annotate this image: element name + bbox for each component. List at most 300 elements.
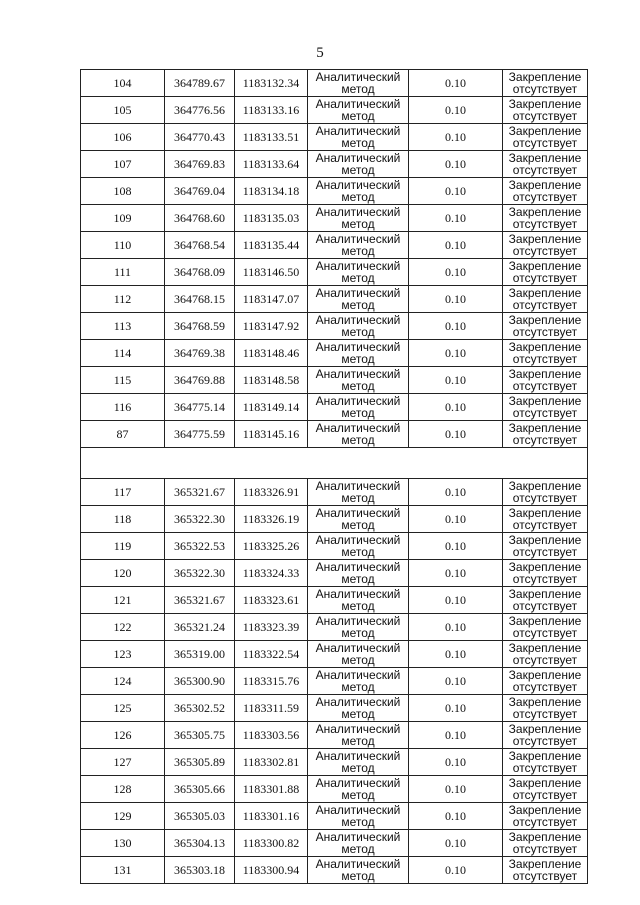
method-cell — [308, 151, 409, 178]
fixing-text: отсутствует — [512, 217, 578, 231]
table-row — [81, 286, 588, 313]
method-text: Аналитический — [315, 421, 401, 435]
table-row — [81, 340, 588, 367]
accuracy-cell: 0.10 — [409, 776, 503, 803]
method-cell — [308, 479, 409, 506]
coordinate-y-cell: 1183303.56 — [235, 722, 308, 749]
point-number-cell: 111 — [81, 259, 165, 286]
coordinate-y-cell: 1183149.14 — [235, 394, 308, 421]
method-text: метод — [341, 761, 375, 775]
method-cell — [308, 614, 409, 641]
accuracy-cell: 0.10 — [409, 668, 503, 695]
fixing-text: отсутствует — [512, 406, 578, 420]
fixing-cell — [503, 394, 588, 421]
coordinate-y-cell: 1183326.19 — [235, 506, 308, 533]
coordinate-x-cell: 364775.14 — [165, 394, 235, 421]
method-text: Аналитический — [315, 178, 401, 192]
fixing-cell — [503, 151, 588, 178]
coordinate-x-cell: 365321.24 — [165, 614, 235, 641]
point-number-cell: 118 — [81, 506, 165, 533]
fixing-cell — [503, 313, 588, 340]
point-number-cell: 106 — [81, 124, 165, 151]
method-text: Аналитический — [315, 259, 401, 273]
fixing-text: отсутствует — [512, 572, 578, 586]
table-row — [81, 70, 588, 97]
method-text: метод — [341, 572, 375, 586]
coordinate-y-cell: 1183133.51 — [235, 124, 308, 151]
method-text: Аналитический — [315, 695, 401, 709]
table-row — [81, 830, 588, 857]
fixing-text: Закрепление — [508, 367, 582, 381]
table-row — [81, 205, 588, 232]
fixing-text: Закрепление — [508, 479, 582, 493]
method-text: Аналитический — [315, 286, 401, 300]
accuracy-cell: 0.10 — [409, 178, 503, 205]
coordinate-y-cell: 1183300.94 — [235, 857, 308, 884]
fixing-cell — [503, 421, 588, 448]
accuracy-cell: 0.10 — [409, 259, 503, 286]
accuracy-cell: 0.10 — [409, 340, 503, 367]
method-text: метод — [341, 163, 375, 177]
method-cell — [308, 340, 409, 367]
method-text: Аналитический — [315, 70, 401, 84]
fixing-cell — [503, 533, 588, 560]
method-text: метод — [341, 815, 375, 829]
method-cell — [308, 205, 409, 232]
fixing-text: Закрепление — [508, 776, 582, 790]
method-text: метод — [341, 680, 375, 694]
method-cell — [308, 668, 409, 695]
accuracy-cell: 0.10 — [409, 286, 503, 313]
method-text: Аналитический — [315, 205, 401, 219]
blank-cell — [81, 448, 588, 479]
coordinate-x-cell: 364769.38 — [165, 340, 235, 367]
fixing-text: Закрепление — [508, 722, 582, 736]
method-text: Аналитический — [315, 313, 401, 327]
point-number-cell: 112 — [81, 286, 165, 313]
coordinate-y-cell: 1183323.39 — [235, 614, 308, 641]
fixing-text: Закрепление — [508, 668, 582, 682]
coordinate-y-cell: 1183325.26 — [235, 533, 308, 560]
point-number-cell: 117 — [81, 479, 165, 506]
fixing-cell — [503, 614, 588, 641]
fixing-text: Закрепление — [508, 124, 582, 138]
method-cell — [308, 367, 409, 394]
coordinate-y-cell: 1183147.92 — [235, 313, 308, 340]
table-row — [81, 394, 588, 421]
method-cell — [308, 695, 409, 722]
fixing-cell — [503, 479, 588, 506]
method-text: Аналитический — [315, 367, 401, 381]
point-number-cell: 128 — [81, 776, 165, 803]
method-cell — [308, 178, 409, 205]
coordinate-x-cell: 365322.30 — [165, 560, 235, 587]
coordinate-x-cell: 364769.83 — [165, 151, 235, 178]
method-text: Аналитический — [315, 587, 401, 601]
point-number-cell: 121 — [81, 587, 165, 614]
method-text: Аналитический — [315, 803, 401, 817]
method-text: метод — [341, 653, 375, 667]
table-row — [81, 421, 588, 448]
table-row — [81, 479, 588, 506]
fixing-text: отсутствует — [512, 163, 578, 177]
method-text: Аналитический — [315, 776, 401, 790]
fixing-text: Закрепление — [508, 340, 582, 354]
table-row — [81, 614, 588, 641]
fixing-cell — [503, 286, 588, 313]
fixing-cell — [503, 857, 588, 884]
coordinate-x-cell: 365321.67 — [165, 587, 235, 614]
fixing-text: Закрепление — [508, 232, 582, 246]
method-cell — [308, 803, 409, 830]
coordinate-x-cell: 364770.43 — [165, 124, 235, 151]
fixing-cell — [503, 803, 588, 830]
method-text: Аналитический — [315, 97, 401, 111]
method-cell — [308, 857, 409, 884]
point-number-cell: 129 — [81, 803, 165, 830]
coordinate-y-cell: 1183326.91 — [235, 479, 308, 506]
fixing-text: отсутствует — [512, 491, 578, 505]
method-text: Аналитический — [315, 340, 401, 354]
method-cell — [308, 830, 409, 857]
point-number-cell: 108 — [81, 178, 165, 205]
accuracy-cell: 0.10 — [409, 205, 503, 232]
fixing-text: Закрепление — [508, 695, 582, 709]
coordinate-y-cell: 1183301.16 — [235, 803, 308, 830]
method-text: Аналитический — [315, 394, 401, 408]
accuracy-cell: 0.10 — [409, 830, 503, 857]
fixing-cell — [503, 506, 588, 533]
coordinate-y-cell: 1183315.76 — [235, 668, 308, 695]
method-text: Аналитический — [315, 857, 401, 871]
accuracy-cell: 0.10 — [409, 394, 503, 421]
method-text: метод — [341, 244, 375, 258]
point-number-cell: 114 — [81, 340, 165, 367]
method-cell — [308, 587, 409, 614]
accuracy-cell: 0.10 — [409, 421, 503, 448]
fixing-text: Закрепление — [508, 641, 582, 655]
method-text: метод — [341, 707, 375, 721]
method-text: метод — [341, 788, 375, 802]
coordinate-x-cell: 364776.56 — [165, 97, 235, 124]
fixing-text: Закрепление — [508, 830, 582, 844]
fixing-cell — [503, 367, 588, 394]
point-number-cell: 113 — [81, 313, 165, 340]
method-text: метод — [341, 842, 375, 856]
table-row — [81, 749, 588, 776]
point-number-cell: 104 — [81, 70, 165, 97]
coordinate-x-cell: 365321.67 — [165, 479, 235, 506]
coordinate-y-cell: 1183133.16 — [235, 97, 308, 124]
coordinate-y-cell: 1183322.54 — [235, 641, 308, 668]
fixing-cell — [503, 776, 588, 803]
coordinate-y-cell: 1183302.81 — [235, 749, 308, 776]
method-cell — [308, 421, 409, 448]
coordinate-x-cell: 365305.89 — [165, 749, 235, 776]
fixing-cell — [503, 97, 588, 124]
method-text: метод — [341, 271, 375, 285]
coordinate-x-cell: 364768.15 — [165, 286, 235, 313]
method-text: Аналитический — [315, 479, 401, 493]
method-text: метод — [341, 545, 375, 559]
accuracy-cell: 0.10 — [409, 533, 503, 560]
fixing-cell — [503, 340, 588, 367]
accuracy-cell: 0.10 — [409, 70, 503, 97]
method-text: метод — [341, 599, 375, 613]
coordinate-y-cell: 1183135.44 — [235, 232, 308, 259]
point-number-cell: 127 — [81, 749, 165, 776]
table-row — [81, 367, 588, 394]
method-text: Аналитический — [315, 614, 401, 628]
method-text: Аналитический — [315, 151, 401, 165]
table-row — [81, 151, 588, 178]
method-text: метод — [341, 433, 375, 447]
coordinate-y-cell: 1183134.18 — [235, 178, 308, 205]
accuracy-cell: 0.10 — [409, 803, 503, 830]
point-number-cell: 116 — [81, 394, 165, 421]
accuracy-cell: 0.10 — [409, 479, 503, 506]
coordinate-x-cell: 365305.66 — [165, 776, 235, 803]
coordinate-x-cell: 365305.03 — [165, 803, 235, 830]
method-text: метод — [341, 379, 375, 393]
point-number-cell: 110 — [81, 232, 165, 259]
table-row — [81, 178, 588, 205]
method-cell — [308, 560, 409, 587]
table-row — [81, 313, 588, 340]
fixing-text: отсутствует — [512, 680, 578, 694]
method-text: метод — [341, 325, 375, 339]
method-text: метод — [341, 109, 375, 123]
point-number-cell: 87 — [81, 421, 165, 448]
coordinates-table — [80, 69, 588, 884]
coordinate-x-cell: 365322.30 — [165, 506, 235, 533]
point-number-cell: 131 — [81, 857, 165, 884]
fixing-text: Закрепление — [508, 205, 582, 219]
accuracy-cell: 0.10 — [409, 124, 503, 151]
fixing-text: Закрепление — [508, 749, 582, 763]
table-row — [81, 776, 588, 803]
fixing-text: отсутствует — [512, 788, 578, 802]
fixing-text: отсутствует — [512, 842, 578, 856]
point-number-cell: 124 — [81, 668, 165, 695]
method-text: Аналитический — [315, 506, 401, 520]
method-cell — [308, 97, 409, 124]
fixing-text: отсутствует — [512, 653, 578, 667]
point-number-cell: 122 — [81, 614, 165, 641]
coordinate-y-cell: 1183324.33 — [235, 560, 308, 587]
fixing-text: отсутствует — [512, 109, 578, 123]
fixing-text: Закрепление — [508, 614, 582, 628]
coordinate-x-cell: 364775.59 — [165, 421, 235, 448]
fixing-cell — [503, 259, 588, 286]
method-cell — [308, 70, 409, 97]
method-cell — [308, 776, 409, 803]
accuracy-cell: 0.10 — [409, 695, 503, 722]
fixing-text: Закрепление — [508, 151, 582, 165]
fixing-cell — [503, 70, 588, 97]
method-cell — [308, 313, 409, 340]
accuracy-cell: 0.10 — [409, 857, 503, 884]
coordinate-y-cell: 1183132.34 — [235, 70, 308, 97]
table-row — [81, 695, 588, 722]
method-text: метод — [341, 491, 375, 505]
accuracy-cell: 0.10 — [409, 614, 503, 641]
method-text: Аналитический — [315, 722, 401, 736]
fixing-text: отсутствует — [512, 136, 578, 150]
method-text: метод — [341, 190, 375, 204]
coordinate-x-cell: 365322.53 — [165, 533, 235, 560]
method-text: метод — [341, 406, 375, 420]
coordinate-x-cell: 365305.75 — [165, 722, 235, 749]
method-text: Аналитический — [315, 232, 401, 246]
accuracy-cell: 0.10 — [409, 151, 503, 178]
page-number: 5 — [316, 45, 324, 61]
fixing-text: Закрепление — [508, 97, 582, 111]
accuracy-cell: 0.10 — [409, 587, 503, 614]
fixing-text: отсутствует — [512, 352, 578, 366]
table-row — [81, 506, 588, 533]
point-number-cell: 125 — [81, 695, 165, 722]
method-text: Аналитический — [315, 560, 401, 574]
coordinate-x-cell: 364789.67 — [165, 70, 235, 97]
fixing-text: отсутствует — [512, 599, 578, 613]
fixing-text: отсутствует — [512, 626, 578, 640]
coordinate-x-cell: 364769.04 — [165, 178, 235, 205]
fixing-cell — [503, 668, 588, 695]
coordinate-y-cell: 1183148.46 — [235, 340, 308, 367]
method-text: метод — [341, 217, 375, 231]
coordinate-x-cell: 364768.09 — [165, 259, 235, 286]
fixing-text: отсутствует — [512, 815, 578, 829]
coordinate-y-cell: 1183300.82 — [235, 830, 308, 857]
fixing-cell — [503, 830, 588, 857]
table-row — [81, 587, 588, 614]
method-text: метод — [341, 518, 375, 532]
fixing-text: Закрепление — [508, 857, 582, 871]
method-text: метод — [341, 136, 375, 150]
fixing-text: Закрепление — [508, 421, 582, 435]
fixing-cell — [503, 205, 588, 232]
accuracy-cell: 0.10 — [409, 560, 503, 587]
fixing-cell — [503, 232, 588, 259]
accuracy-cell: 0.10 — [409, 749, 503, 776]
accuracy-cell: 0.10 — [409, 367, 503, 394]
method-text: Аналитический — [315, 124, 401, 138]
accuracy-cell: 0.10 — [409, 506, 503, 533]
fixing-text: отсутствует — [512, 761, 578, 775]
coordinate-y-cell: 1183323.61 — [235, 587, 308, 614]
coordinate-y-cell: 1183147.07 — [235, 286, 308, 313]
fixing-text: отсутствует — [512, 325, 578, 339]
fixing-text: отсутствует — [512, 379, 578, 393]
fixing-text: Закрепление — [508, 506, 582, 520]
blank-separator-row — [81, 448, 588, 479]
table-row — [81, 803, 588, 830]
point-number-cell: 126 — [81, 722, 165, 749]
method-text: Аналитический — [315, 749, 401, 763]
coordinate-x-cell: 365304.13 — [165, 830, 235, 857]
coordinate-y-cell: 1183148.58 — [235, 367, 308, 394]
method-cell — [308, 533, 409, 560]
accuracy-cell: 0.10 — [409, 97, 503, 124]
fixing-text: отсутствует — [512, 271, 578, 285]
coordinate-x-cell: 364769.88 — [165, 367, 235, 394]
fixing-text: Закрепление — [508, 533, 582, 547]
point-number-cell: 119 — [81, 533, 165, 560]
point-number-cell: 115 — [81, 367, 165, 394]
point-number-cell: 130 — [81, 830, 165, 857]
method-cell — [308, 286, 409, 313]
table-row — [81, 232, 588, 259]
method-text: Аналитический — [315, 533, 401, 547]
coordinate-x-cell: 365303.18 — [165, 857, 235, 884]
fixing-text: Закрепление — [508, 394, 582, 408]
fixing-cell — [503, 749, 588, 776]
fixing-text: Закрепление — [508, 70, 582, 84]
coordinate-y-cell: 1183311.59 — [235, 695, 308, 722]
point-number-cell: 120 — [81, 560, 165, 587]
method-cell — [308, 722, 409, 749]
fixing-text: отсутствует — [512, 82, 578, 96]
point-number-cell: 109 — [81, 205, 165, 232]
fixing-text: отсутствует — [512, 433, 578, 447]
fixing-text: Закрепление — [508, 286, 582, 300]
table-row — [81, 259, 588, 286]
method-cell — [308, 641, 409, 668]
coordinates-table-body — [81, 70, 588, 884]
fixing-cell — [503, 560, 588, 587]
fixing-text: отсутствует — [512, 869, 578, 883]
method-text: Аналитический — [315, 668, 401, 682]
point-number-cell: 107 — [81, 151, 165, 178]
coordinate-y-cell: 1183146.50 — [235, 259, 308, 286]
coordinate-x-cell: 364768.60 — [165, 205, 235, 232]
fixing-cell — [503, 695, 588, 722]
method-cell — [308, 259, 409, 286]
fixing-text: отсутствует — [512, 190, 578, 204]
fixing-text: отсутствует — [512, 545, 578, 559]
coordinate-y-cell: 1183135.03 — [235, 205, 308, 232]
point-number-cell: 123 — [81, 641, 165, 668]
method-text: Аналитический — [315, 830, 401, 844]
method-text: метод — [341, 869, 375, 883]
coordinate-x-cell: 365300.90 — [165, 668, 235, 695]
fixing-text: отсутствует — [512, 298, 578, 312]
accuracy-cell: 0.10 — [409, 313, 503, 340]
table-row — [81, 533, 588, 560]
fixing-text: отсутствует — [512, 244, 578, 258]
accuracy-cell: 0.10 — [409, 722, 503, 749]
method-text: метод — [341, 352, 375, 366]
coordinate-y-cell: 1183145.16 — [235, 421, 308, 448]
method-text: метод — [341, 82, 375, 96]
fixing-text: отсутствует — [512, 734, 578, 748]
method-cell — [308, 232, 409, 259]
coordinate-y-cell: 1183133.64 — [235, 151, 308, 178]
fixing-text: Закрепление — [508, 313, 582, 327]
fixing-cell — [503, 178, 588, 205]
method-cell — [308, 506, 409, 533]
accuracy-cell: 0.10 — [409, 641, 503, 668]
method-cell — [308, 749, 409, 776]
fixing-text: Закрепление — [508, 803, 582, 817]
coordinate-x-cell: 364768.59 — [165, 313, 235, 340]
method-cell — [308, 394, 409, 421]
coordinate-y-cell: 1183301.88 — [235, 776, 308, 803]
method-text: Аналитический — [315, 641, 401, 655]
fixing-text: Закрепление — [508, 178, 582, 192]
coordinate-x-cell: 365302.52 — [165, 695, 235, 722]
